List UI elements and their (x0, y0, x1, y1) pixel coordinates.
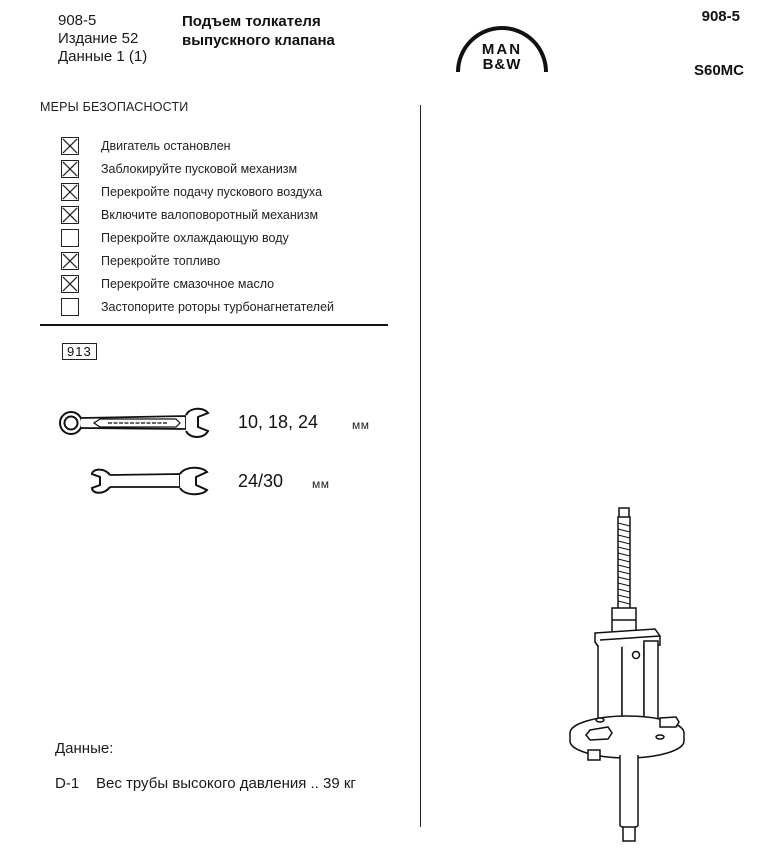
man-bw-logo (452, 14, 552, 74)
checked-box-icon (61, 275, 79, 293)
section-divider (40, 324, 388, 326)
engine-model: S60MC (693, 62, 744, 79)
page-title (182, 12, 335, 50)
safety-item-label: Заблокируйте пусковой механизм (101, 161, 298, 176)
checked-box-icon (61, 206, 79, 224)
unchecked-box-icon (61, 298, 79, 316)
safety-item (61, 249, 406, 272)
checked-box-icon (61, 183, 79, 201)
doc-number: 908-5 (58, 12, 97, 29)
safety-item-label: Двигатель остановлен (101, 139, 231, 153)
data-row-d1 (55, 775, 356, 792)
edition: Издание 52 (58, 30, 139, 47)
checked-box-icon (61, 137, 79, 155)
safety-item-label: Перекройте подачу пускового воздуха (101, 184, 323, 199)
combination-wrench-icon (58, 405, 213, 441)
title-line-1: Подъем толкателя (182, 13, 321, 30)
wrench-1-unit: мм (352, 418, 370, 432)
checked-box-icon (61, 160, 79, 178)
safety-item-label: Перекройте охлаждающую воду (101, 230, 289, 245)
data-row-text: Вес трубы высокого давления .. 39 кг (96, 775, 356, 792)
column-divider (420, 105, 421, 827)
unchecked-box-icon (61, 229, 79, 247)
safety-item (61, 272, 406, 295)
safety-item-label: Включите валоповоротный механизм (101, 207, 319, 222)
safety-item-label: Застопорите роторы турбонагнетателей (101, 299, 335, 314)
wrench-2-sizes: 24/30 (238, 471, 284, 491)
safety-item (61, 295, 406, 318)
safety-item (61, 180, 406, 203)
safety-checklist (61, 135, 406, 318)
document-meta (58, 12, 147, 66)
wrench-2-unit: мм (312, 477, 330, 491)
open-end-wrench-icon (90, 466, 210, 496)
svg-text:B&W: B&W (482, 56, 522, 73)
checked-box-icon (61, 252, 79, 270)
title-line-2: выпускного клапана (182, 32, 335, 49)
lifting-tool-illustration (560, 505, 700, 850)
safety-item-label: Перекройте смазочное масло (101, 276, 275, 291)
safety-item-label: Перекройте топливо (101, 253, 221, 268)
data-sheet: Данные 1 (1) (58, 48, 148, 65)
safety-item (61, 157, 406, 180)
wrench-1-sizes: 10, 18, 24 (238, 412, 319, 432)
svg-text:MAN: MAN (481, 41, 523, 58)
toolbox-number: 913 (62, 343, 97, 360)
safety-item (61, 135, 406, 157)
safety-item (61, 203, 406, 226)
safety-item (61, 226, 406, 249)
data-section-title: Данные: (55, 740, 114, 757)
safety-section-title: МЕРЫ БЕЗОПАСНОСТИ (40, 100, 189, 114)
right-doc-code: 908-5 (701, 8, 740, 25)
data-row-id: D-1 (55, 775, 80, 792)
